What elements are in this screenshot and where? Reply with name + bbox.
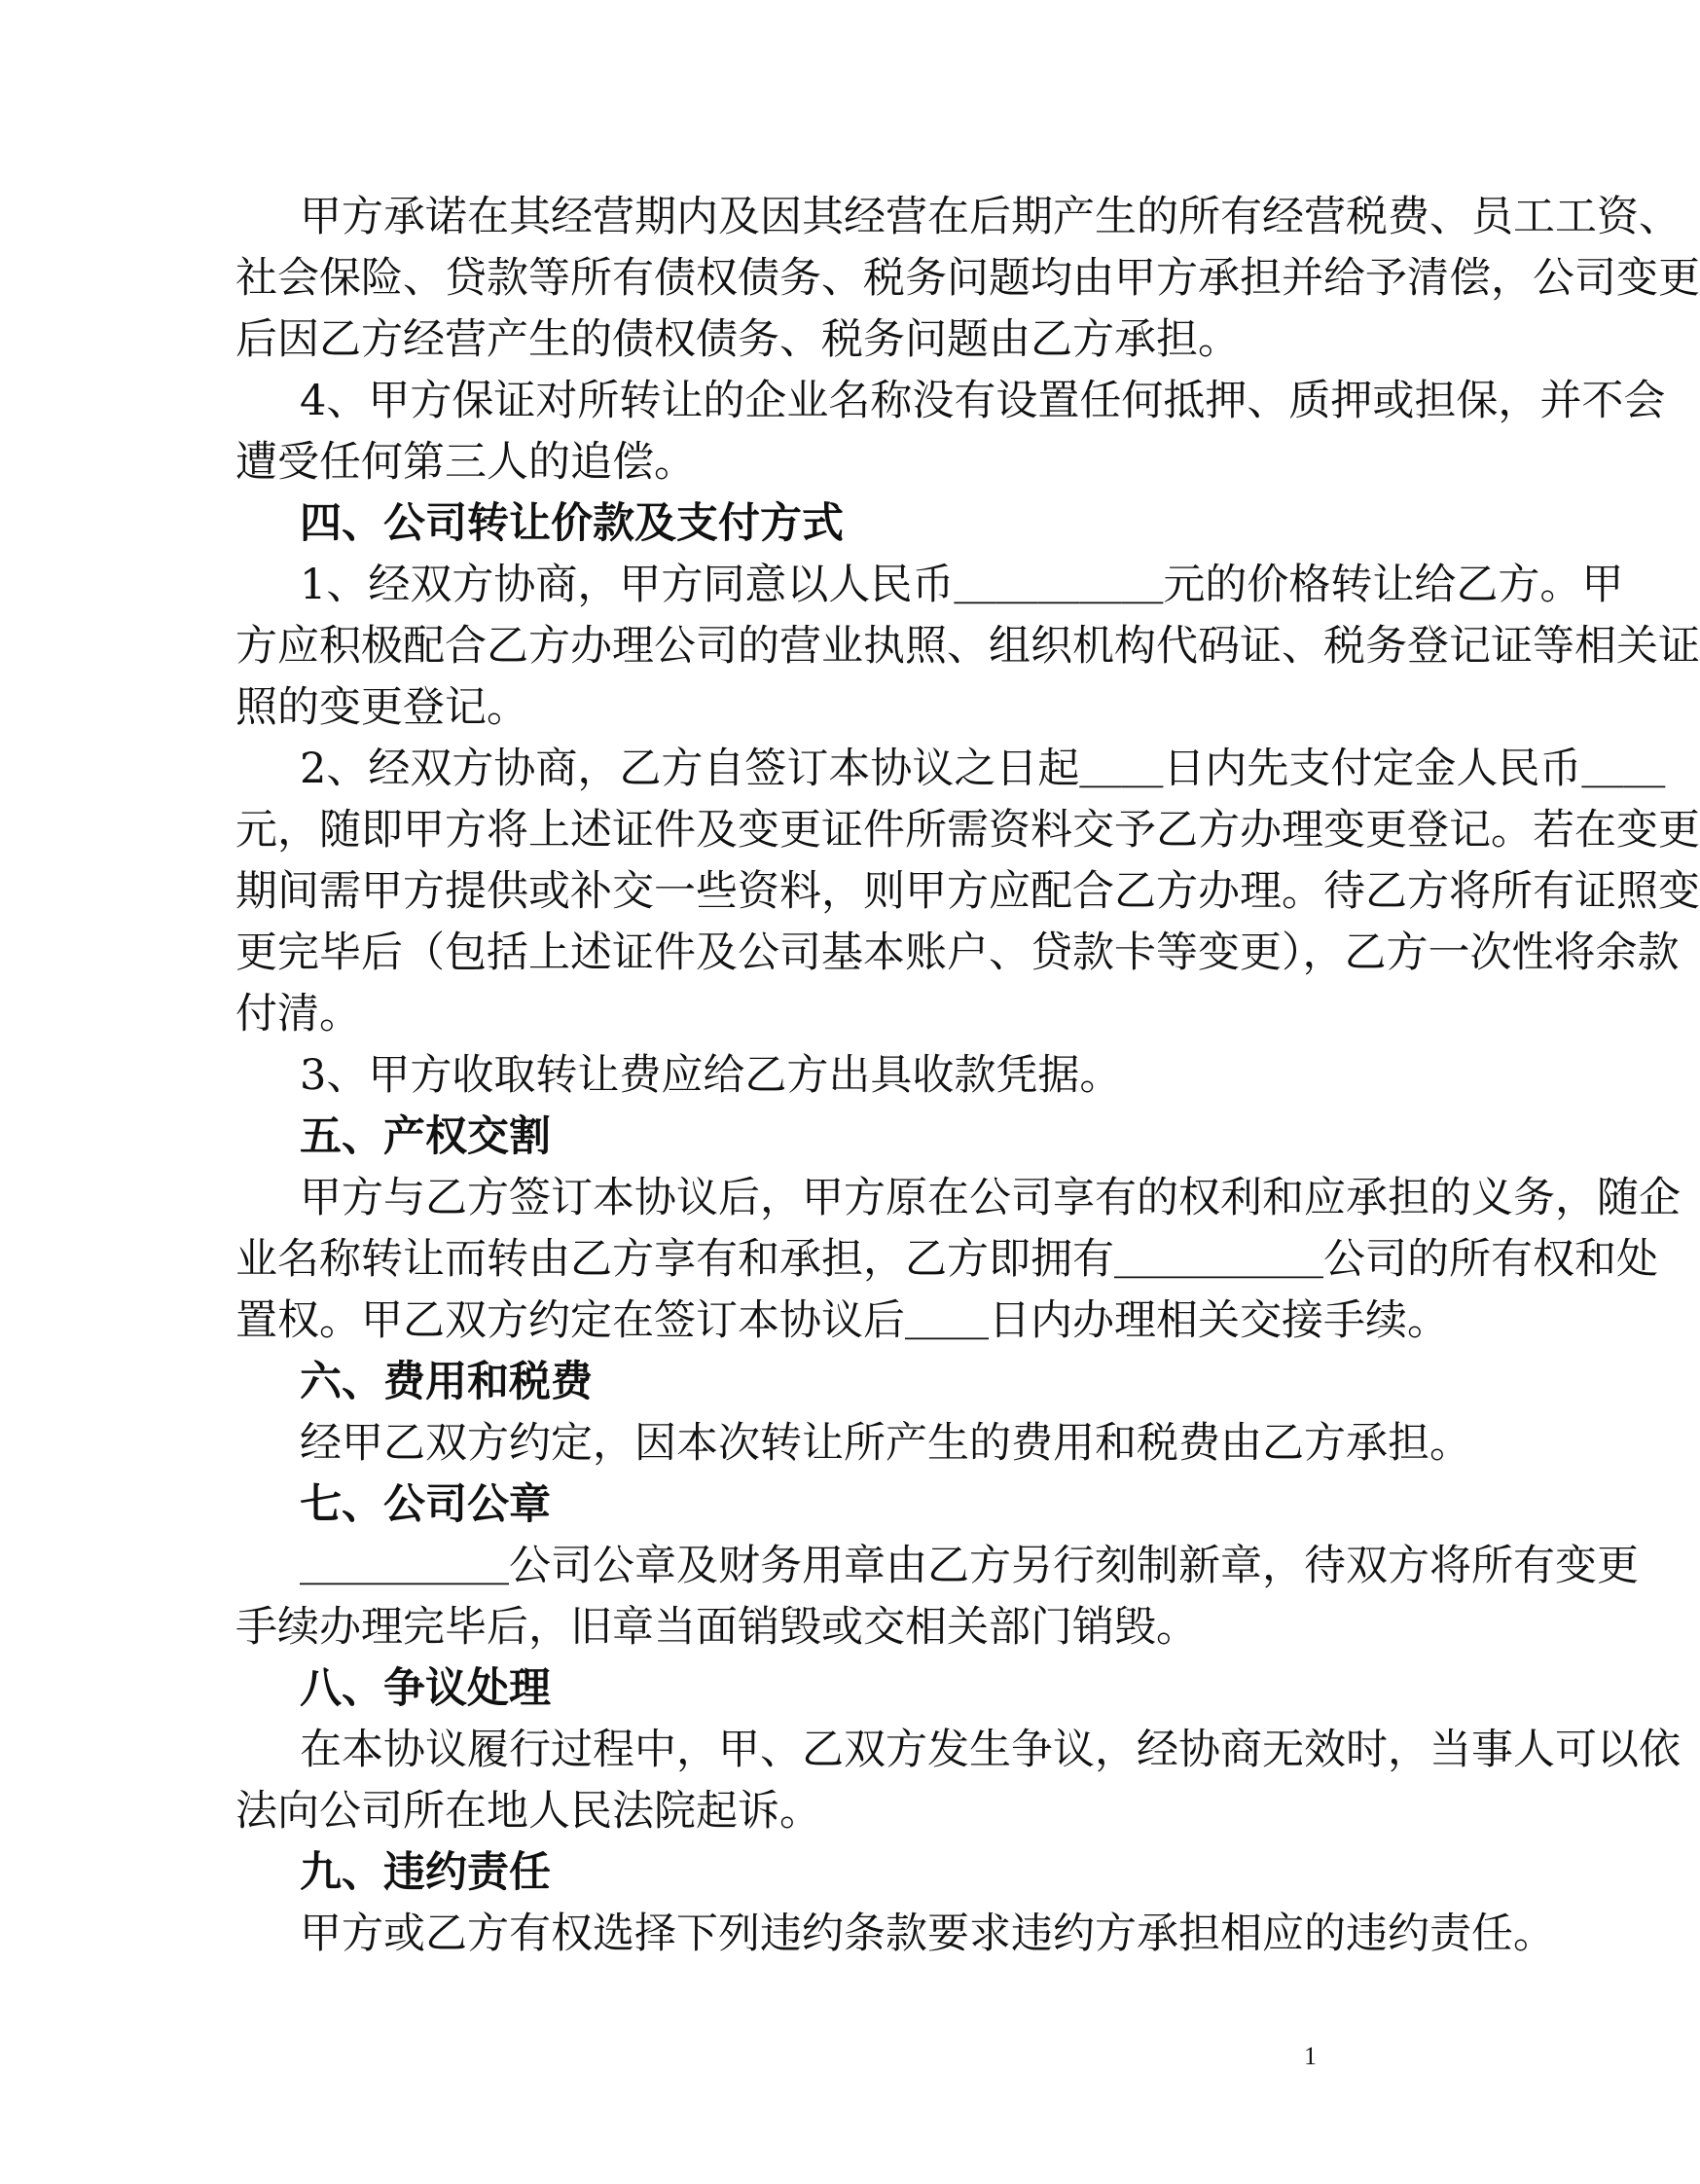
- text-line: 方应积极配合乙方办理公司的营业执照、组织机构代码证、税务登记证等相关证: [235, 622, 1700, 671]
- text-line: 置权。甲乙双方约定在签订本协议后＿＿日内办理相关交接手续。: [235, 1296, 1449, 1345]
- text-line: 业名称转让而转由乙方享有和承担，乙方即拥有＿＿＿＿＿公司的所有权和处: [235, 1235, 1658, 1284]
- text-line: 社会保险、贷款等所有债权债务、税务问题均由甲方承担并给予清偿，公司变更: [235, 254, 1700, 303]
- section-heading: 九、违约责任: [300, 1848, 551, 1897]
- text-line: 期间需甲方提供或补交一些资料，则甲方应配合乙方办理。待乙方将所有证照变: [235, 867, 1700, 916]
- text-line: 法向公司所在地人民法院起诉。: [235, 1787, 821, 1836]
- section-heading: 五、产权交割: [300, 1112, 551, 1161]
- text-line: 付清。: [235, 990, 361, 1038]
- text-line: 元，随即甲方将上述证件及变更证件所需资料交予乙方办理变更登记。若在变更: [235, 806, 1700, 855]
- text-line: 甲方承诺在其经营期内及因其经营在后期产生的所有经营税费、员工工资、: [300, 193, 1681, 241]
- section-heading: 四、公司转让价款及支付方式: [300, 499, 844, 548]
- section-heading: 六、费用和税费: [300, 1358, 593, 1406]
- text-line: 3、甲方收取转让费应给乙方出具收款凭据。: [300, 1051, 1122, 1100]
- text-line: 更完毕后（包括上述证件及公司基本账户、贷款卡等变更），乙方一次性将余款: [235, 928, 1680, 977]
- text-line: 甲方与乙方签订本协议后，甲方原在公司享有的权利和应承担的义务，随企: [300, 1174, 1681, 1222]
- text-line: 照的变更登记。: [235, 683, 528, 732]
- text-line: 2、经双方协商，乙方自签订本协议之日起＿＿日内先支付定金人民币＿＿: [300, 745, 1666, 793]
- text-line: 4、甲方保证对所转让的企业名称没有设置任何抵押、质押或担保，并不会: [300, 377, 1666, 425]
- page-number: 1: [1304, 2042, 1317, 2070]
- text-line: 经甲乙双方约定，因本次转让所产生的费用和税费由乙方承担。: [300, 1419, 1471, 1468]
- text-line: 在本协议履行过程中，甲、乙双方发生争议，经协商无效时，当事人可以依: [300, 1726, 1681, 1774]
- section-heading: 七、公司公章: [300, 1480, 551, 1529]
- text-line: 手续办理完毕后，旧章当面销毁或交相关部门销毁。: [235, 1603, 1198, 1652]
- text-line: 1、经双方协商，甲方同意以人民币＿＿＿＿＿元的价格转让给乙方。甲: [300, 561, 1624, 609]
- text-line: 甲方或乙方有权选择下列违约条款要求违约方承担相应的违约责任。: [300, 1910, 1555, 1958]
- text-line: 遭受任何第三人的追偿。: [235, 438, 696, 487]
- document-body: [235, 187, 1700, 1965]
- text-line: 后因乙方经营产生的债权债务、税务问题由乙方承担。: [235, 315, 1240, 364]
- text-line: ＿＿＿＿＿公司公章及财务用章由乙方另行刻制新章，待双方将所有变更: [300, 1542, 1639, 1590]
- section-heading: 八、争议处理: [300, 1664, 551, 1713]
